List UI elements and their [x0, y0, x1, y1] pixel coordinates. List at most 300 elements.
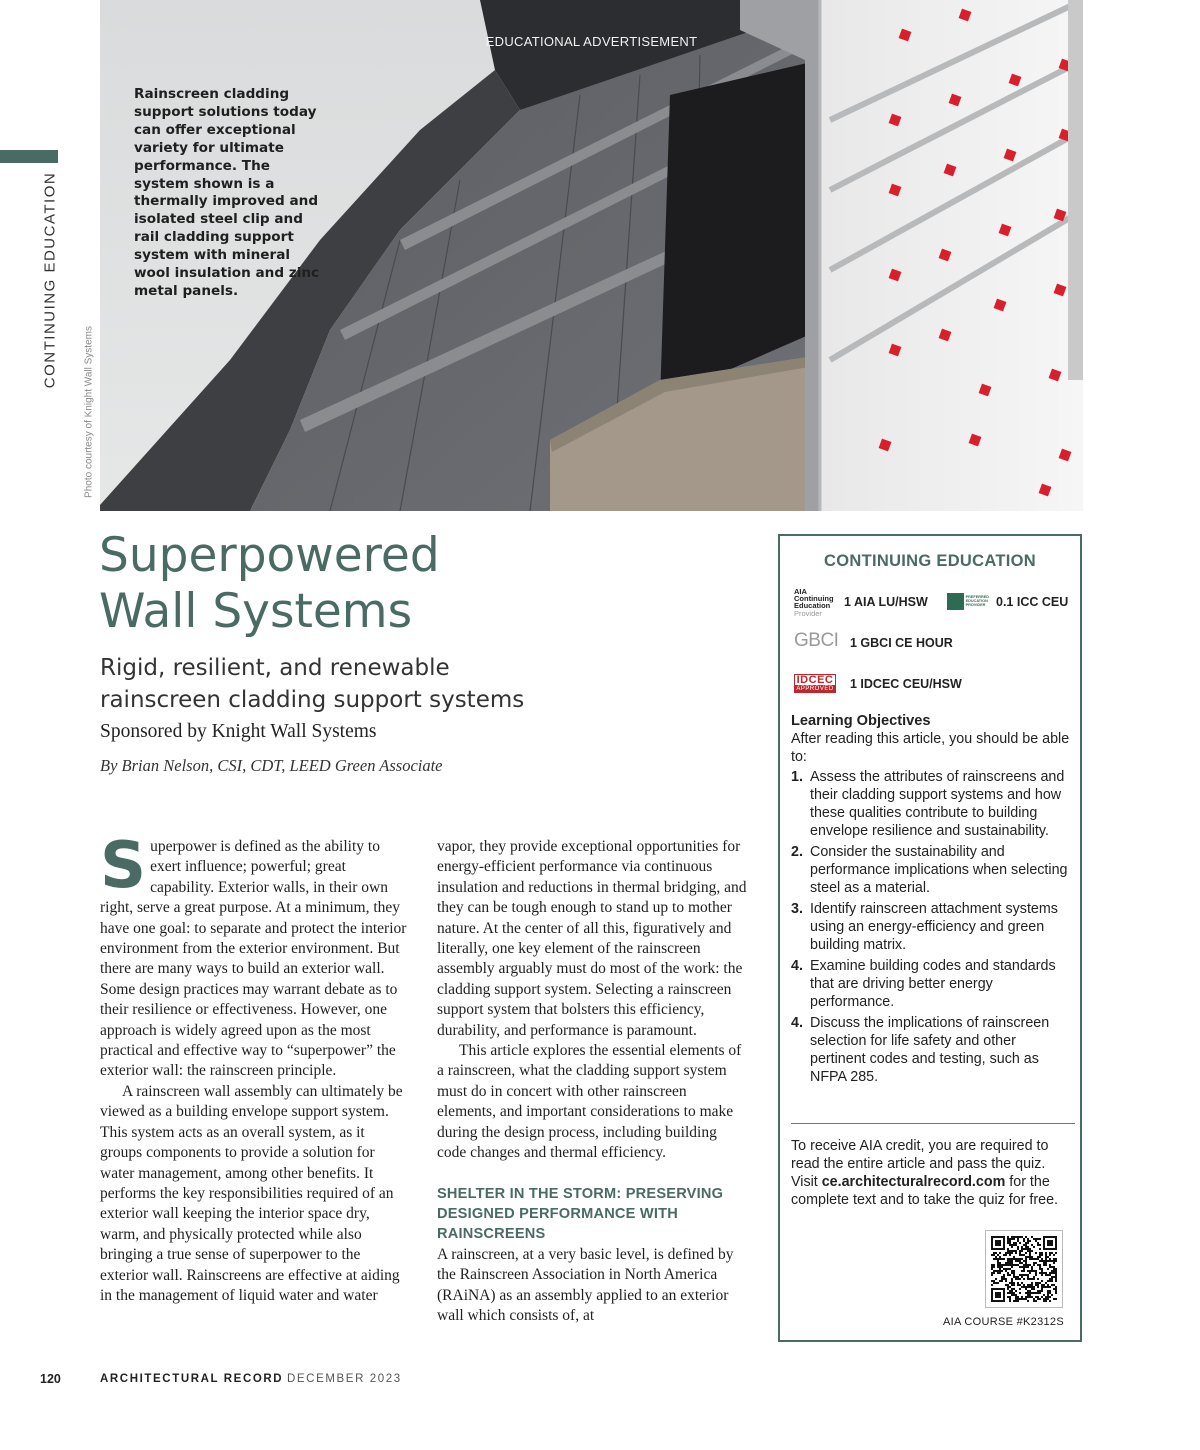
qr-module — [1055, 1260, 1057, 1262]
qr-module — [1025, 1286, 1027, 1288]
qr-module — [1011, 1272, 1013, 1274]
qr-module — [1041, 1286, 1043, 1288]
qr-module — [1021, 1274, 1023, 1276]
qr-module — [999, 1252, 1001, 1254]
qr-module — [1055, 1288, 1057, 1290]
qr-module — [1051, 1278, 1053, 1280]
qr-module — [991, 1272, 993, 1274]
qr-module — [1013, 1238, 1015, 1240]
list-number: 1. — [791, 769, 803, 785]
qr-module — [1007, 1288, 1009, 1290]
qr-module — [1021, 1258, 1023, 1260]
paragraph: A rainscreen wall assembly can ultimately be viewed as a building envelope support system. This system acts as an overall system, as it groups components to provide a solution for water management, among other benefits. It performs the key responsibilities required of an exterior wall keeping the interior space dry, warm, and physically protected while also bringing a true sense of superpower to the exterior wall. Rainscreens are effective at aiding in the management of liquid water and water — [100, 1082, 403, 1304]
qr-module — [1023, 1260, 1025, 1262]
qr-module — [1007, 1238, 1009, 1240]
qr-module — [1027, 1238, 1029, 1240]
article-subtitle — [100, 652, 720, 716]
qr-module — [1009, 1240, 1011, 1242]
qr-module — [1035, 1262, 1037, 1264]
qr-module — [1019, 1250, 1021, 1252]
qr-module — [1001, 1280, 1003, 1282]
qr-module — [995, 1258, 997, 1260]
qr-module — [1011, 1278, 1013, 1280]
qr-module — [1031, 1288, 1033, 1290]
qr-module — [1015, 1290, 1017, 1292]
qr-module — [1025, 1296, 1027, 1298]
qr-module — [1003, 1258, 1005, 1260]
qr-module — [1039, 1298, 1041, 1300]
qr-module — [1025, 1264, 1027, 1266]
qr-module — [1029, 1240, 1031, 1242]
qr-code[interactable] — [985, 1230, 1063, 1308]
qr-module — [1017, 1282, 1019, 1284]
qr-module — [1013, 1250, 1015, 1252]
qr-module — [1009, 1258, 1011, 1260]
qr-module — [1023, 1274, 1025, 1276]
icc-logo-line: PROVIDER — [965, 603, 986, 608]
qr-module — [1015, 1264, 1017, 1266]
qr-module — [1017, 1296, 1019, 1298]
section-heading: SHELTER IN THE STORM: PRESERVING DESIGNED PERFORMANCE WITH RAINSCREENS — [437, 1185, 724, 1243]
qr-module — [1021, 1296, 1023, 1298]
qr-module — [1039, 1282, 1041, 1284]
icc-logo-text — [966, 595, 989, 608]
hero-photo — [100, 0, 1083, 511]
qr-module — [1031, 1236, 1033, 1238]
qr-module — [1055, 1258, 1057, 1260]
paragraph-text: uperpower is defined as the ability to exert influence; powerful; great capability. Exterior walls, in their own right, serve a great purpose. At a minimum, they have one goal: to separate and protect the interior environment from the exterior environment. But there are many ways to build an exterior wall. Some design practices may warrant debate as to their resilience or effectiveness. However, one approach is widely agreed upon as the most practical and effective way to “superpower” the exterior wall: the rainscreen principle. — [100, 838, 407, 1080]
qr-module — [1031, 1266, 1033, 1268]
qr-module — [995, 1252, 997, 1254]
qr-module — [993, 1272, 995, 1274]
qr-module — [999, 1272, 1001, 1274]
qr-module — [1051, 1294, 1053, 1296]
qr-module — [1045, 1254, 1047, 1256]
qr-module — [1027, 1284, 1029, 1286]
qr-module — [1021, 1246, 1023, 1248]
qr-module — [1019, 1298, 1021, 1300]
qr-module — [1011, 1266, 1013, 1268]
qr-module — [1021, 1276, 1023, 1278]
qr-module — [1033, 1270, 1035, 1272]
qr-module — [1039, 1252, 1041, 1254]
paragraph: A rainscreen, at a very basic level, is defined by the Rainscreen Association in North America (RAiNA) as an assembly applied to an exterior wall which consists of, at — [437, 1245, 734, 1324]
qr-module — [1031, 1296, 1033, 1298]
qr-finder — [995, 1240, 1001, 1246]
qr-module — [1053, 1276, 1055, 1278]
paragraph: vapor, they provide exceptional opportunities for energy-efficient performance via continuous insulation and reductions in thermal bridging, and they can be tough enough to stand up to mother nature. At the center of all this, figuratively and literally, one key element of the rainscreen assembly arguably must do most of the work: the cladding support system. Selecting a rainscreen support system that bolsters this efficiency, durability, and performance is paramount. — [437, 838, 747, 1039]
qr-module — [1037, 1278, 1039, 1280]
qr-module — [1009, 1244, 1011, 1246]
qr-module — [1055, 1292, 1057, 1294]
qr-module — [1013, 1242, 1015, 1244]
qr-module — [1013, 1300, 1015, 1302]
qr-module — [1049, 1252, 1051, 1254]
qr-module — [1009, 1264, 1011, 1266]
quiz-link[interactable]: ce.architecturalrecord.com — [821, 1174, 1006, 1190]
qr-module — [1007, 1296, 1009, 1298]
qr-module — [1007, 1250, 1009, 1252]
qr-module — [1041, 1258, 1043, 1260]
qr-module — [1015, 1242, 1017, 1244]
qr-module — [1039, 1272, 1041, 1274]
qr-module — [1043, 1260, 1045, 1262]
subtitle-line-1: Rigid, resilient, and renewable — [100, 655, 450, 681]
qr-module — [1019, 1274, 1021, 1276]
qr-module — [995, 1282, 997, 1284]
list-item — [791, 1014, 1071, 1086]
qr-module — [1025, 1248, 1027, 1250]
qr-module — [1045, 1272, 1047, 1274]
qr-module — [1007, 1252, 1009, 1254]
qr-module — [1043, 1298, 1045, 1300]
qr-module — [1005, 1278, 1007, 1280]
qr-module — [1027, 1274, 1029, 1276]
qr-module — [1021, 1298, 1023, 1300]
qr-module — [1053, 1260, 1055, 1262]
qr-module — [999, 1280, 1001, 1282]
qr-module — [1051, 1284, 1053, 1286]
qr-module — [1027, 1250, 1029, 1252]
qr-module — [1041, 1260, 1043, 1262]
qr-module — [1039, 1244, 1041, 1246]
qr-module — [1049, 1260, 1051, 1262]
qr-module — [1001, 1266, 1003, 1268]
qr-module — [1055, 1298, 1057, 1300]
qr-module — [1015, 1294, 1017, 1296]
qr-module — [1021, 1250, 1023, 1252]
qr-module — [991, 1266, 993, 1268]
page-number: 120 — [40, 1372, 61, 1386]
qr-module — [997, 1272, 999, 1274]
qr-module — [1023, 1244, 1025, 1246]
qr-module — [1013, 1244, 1015, 1246]
qr-module — [1025, 1288, 1027, 1290]
qr-module — [1035, 1258, 1037, 1260]
qr-module — [1035, 1270, 1037, 1272]
qr-module — [1009, 1286, 1011, 1288]
qr-module — [1023, 1278, 1025, 1280]
qr-module — [1023, 1248, 1025, 1250]
qr-module — [1007, 1292, 1009, 1294]
qr-module — [991, 1254, 993, 1256]
learning-objectives-heading: Learning Objectives — [791, 713, 931, 729]
qr-module — [1035, 1252, 1037, 1254]
qr-module — [1033, 1258, 1035, 1260]
qr-module — [1045, 1274, 1047, 1276]
qr-module — [1051, 1252, 1053, 1254]
qr-module — [1043, 1300, 1045, 1302]
qr-module — [1025, 1236, 1027, 1238]
qr-module — [1021, 1236, 1023, 1238]
qr-module — [1031, 1244, 1033, 1246]
qr-module — [1005, 1280, 1007, 1282]
qr-module — [999, 1266, 1001, 1268]
qr-module — [1051, 1280, 1053, 1282]
qr-module — [1055, 1280, 1057, 1282]
qr-module — [1049, 1290, 1051, 1292]
qr-module — [1025, 1246, 1027, 1248]
qr-module — [1029, 1258, 1031, 1260]
qr-module — [1049, 1280, 1051, 1282]
qr-module — [1045, 1300, 1047, 1302]
qr-module — [1029, 1254, 1031, 1256]
qr-module — [1029, 1252, 1031, 1254]
qr-module — [1041, 1288, 1043, 1290]
qr-module — [1049, 1274, 1051, 1276]
qr-module — [1023, 1254, 1025, 1256]
qr-module — [1011, 1246, 1013, 1248]
qr-module — [1015, 1252, 1017, 1254]
qr-module — [1031, 1284, 1033, 1286]
qr-module — [991, 1264, 993, 1266]
qr-module — [1019, 1260, 1021, 1262]
qr-module — [1013, 1236, 1015, 1238]
gbci-logo: GBCI — [794, 630, 839, 651]
qr-module — [1039, 1256, 1041, 1258]
qr-module — [1013, 1284, 1015, 1286]
qr-module — [1013, 1292, 1015, 1294]
qr-module — [1021, 1286, 1023, 1288]
qr-module — [1047, 1286, 1049, 1288]
paragraph — [100, 829, 408, 1082]
qr-module — [1019, 1254, 1021, 1256]
qr-module — [1055, 1286, 1057, 1288]
qr-module — [1031, 1282, 1033, 1284]
qr-module — [993, 1282, 995, 1284]
qr-module — [1025, 1244, 1027, 1246]
qr-module — [1033, 1264, 1035, 1266]
qr-module — [1037, 1296, 1039, 1298]
qr-module — [1009, 1254, 1011, 1256]
qr-module — [1019, 1292, 1021, 1294]
qr-module — [1025, 1274, 1027, 1276]
qr-module — [1031, 1292, 1033, 1294]
qr-module — [1047, 1256, 1049, 1258]
qr-module — [1007, 1264, 1009, 1266]
qr-module — [1013, 1294, 1015, 1296]
qr-module — [1031, 1278, 1033, 1280]
qr-module — [1027, 1300, 1029, 1302]
qr-module — [1009, 1298, 1011, 1300]
section-tab — [0, 150, 58, 163]
qr-module — [1041, 1270, 1043, 1272]
qr-module — [1051, 1260, 1053, 1262]
qr-module — [1007, 1258, 1009, 1260]
qr-module — [1037, 1256, 1039, 1258]
qr-module — [1015, 1300, 1017, 1302]
qr-module — [1013, 1272, 1015, 1274]
qr-module — [1001, 1276, 1003, 1278]
qr-module — [1013, 1288, 1015, 1290]
qr-module — [1025, 1258, 1027, 1260]
qr-module — [1039, 1292, 1041, 1294]
qr-module — [1045, 1282, 1047, 1284]
qr-module — [999, 1268, 1001, 1270]
qr-module — [1011, 1262, 1013, 1264]
aia-logo-text: Education — [794, 601, 831, 611]
qr-module — [1045, 1256, 1047, 1258]
qr-module — [1039, 1260, 1041, 1262]
section-label: CONTINUING EDUCATION — [41, 171, 59, 389]
qr-module — [1027, 1278, 1029, 1280]
qr-module — [1025, 1298, 1027, 1300]
qr-module — [1049, 1264, 1051, 1266]
idcec-logo — [794, 674, 836, 693]
qr-module — [1007, 1286, 1009, 1288]
qr-module — [1031, 1258, 1033, 1260]
qr-module — [1049, 1258, 1051, 1260]
qr-module — [1051, 1270, 1053, 1272]
qr-module — [1055, 1290, 1057, 1292]
qr-module — [1031, 1286, 1033, 1288]
qr-module — [1055, 1270, 1057, 1272]
qr-module — [1049, 1254, 1051, 1256]
qr-module — [1039, 1268, 1041, 1270]
qr-module — [1047, 1296, 1049, 1298]
qr-module — [999, 1264, 1001, 1266]
qr-module — [1023, 1298, 1025, 1300]
qr-module — [1043, 1286, 1045, 1288]
qr-module — [1031, 1268, 1033, 1270]
qr-module — [1029, 1250, 1031, 1252]
qr-module — [1027, 1248, 1029, 1250]
qr-module — [1017, 1238, 1019, 1240]
qr-module — [1029, 1248, 1031, 1250]
list-item — [791, 900, 1071, 954]
qr-module — [1039, 1254, 1041, 1256]
qr-module — [1045, 1298, 1047, 1300]
issue-date: DECEMBER 2023 — [287, 1373, 402, 1385]
qr-module — [1045, 1258, 1047, 1260]
qr-module — [1001, 1264, 1003, 1266]
qr-module — [1033, 1298, 1035, 1300]
qr-module — [1049, 1278, 1051, 1280]
list-item — [791, 957, 1071, 1011]
qr-module — [1023, 1264, 1025, 1266]
qr-module — [1011, 1252, 1013, 1254]
qr-module — [1011, 1244, 1013, 1246]
qr-module — [1041, 1254, 1043, 1256]
qr-module — [1045, 1260, 1047, 1262]
list-number: 3. — [791, 901, 803, 917]
qr-module — [1029, 1264, 1031, 1266]
qr-module — [1051, 1276, 1053, 1278]
qr-module — [1017, 1276, 1019, 1278]
qr-module — [1027, 1246, 1029, 1248]
qr-module — [1005, 1264, 1007, 1266]
qr-module — [1047, 1268, 1049, 1270]
photo-credit: Photo courtesy of Knight Wall Systems — [83, 326, 95, 498]
qr-module — [1037, 1264, 1039, 1266]
article-title — [99, 528, 719, 640]
qr-module — [1027, 1294, 1029, 1296]
qr-module — [1031, 1256, 1033, 1258]
qr-module — [1013, 1270, 1015, 1272]
qr-module — [1007, 1240, 1009, 1242]
qr-module — [1003, 1278, 1005, 1280]
qr-module — [991, 1284, 993, 1286]
qr-module — [1053, 1258, 1055, 1260]
qr-module — [1017, 1264, 1019, 1266]
qr-module — [1053, 1266, 1055, 1268]
qr-module — [1049, 1266, 1051, 1268]
qr-module — [1053, 1262, 1055, 1264]
qr-module — [1013, 1276, 1015, 1278]
qr-module — [997, 1282, 999, 1284]
qr-module — [1033, 1292, 1035, 1294]
qr-module — [1041, 1274, 1043, 1276]
qr-module — [991, 1280, 993, 1282]
qr-module — [997, 1254, 999, 1256]
qr-module — [1055, 1252, 1057, 1254]
qr-module — [1055, 1268, 1057, 1270]
qr-module — [1037, 1292, 1039, 1294]
qr-module — [1017, 1258, 1019, 1260]
qr-module — [1011, 1288, 1013, 1290]
qr-module — [1035, 1284, 1037, 1286]
aia-logo-text: AIA — [794, 587, 807, 596]
qr-module — [1009, 1300, 1011, 1302]
qr-module — [991, 1274, 993, 1276]
qr-module — [1035, 1296, 1037, 1298]
qr-module — [1029, 1284, 1031, 1286]
credit-instructions — [791, 1137, 1076, 1209]
qr-module — [1023, 1270, 1025, 1272]
objectives-list — [791, 768, 1071, 1086]
qr-module — [1025, 1256, 1027, 1258]
qr-module — [1025, 1242, 1027, 1244]
qr-module — [1007, 1268, 1009, 1270]
qr-module — [1001, 1270, 1003, 1272]
qr-module — [1017, 1246, 1019, 1248]
idcec-credit: 1 IDCEC CEU/HSW — [850, 677, 962, 691]
qr-module — [1047, 1298, 1049, 1300]
qr-module — [1021, 1248, 1023, 1250]
qr-module — [1015, 1244, 1017, 1246]
sponsor-line: Sponsored by Knight Wall Systems — [100, 721, 377, 742]
qr-module — [995, 1278, 997, 1280]
qr-module — [1019, 1266, 1021, 1268]
aia-logo-text: Continuing — [794, 594, 834, 604]
qr-module — [1045, 1296, 1047, 1298]
list-item-text: Identify rainscreen attachment systems using an energy-efficiency and green building matrix. — [810, 901, 1058, 953]
qr-module — [1013, 1274, 1015, 1276]
qr-module — [1007, 1262, 1009, 1264]
qr-module — [1029, 1294, 1031, 1296]
advertisement-tag: EDUCATIONAL ADVERTISEMENT — [485, 34, 698, 49]
body-column-2 — [437, 837, 747, 1326]
qr-module — [1009, 1238, 1011, 1240]
qr-module — [1011, 1258, 1013, 1260]
qr-module — [1017, 1284, 1019, 1286]
qr-module — [1009, 1290, 1011, 1292]
qr-module — [1043, 1272, 1045, 1274]
qr-module — [1027, 1264, 1029, 1266]
qr-module — [1033, 1288, 1035, 1290]
qr-module — [1049, 1292, 1051, 1294]
qr-module — [1049, 1272, 1051, 1274]
qr-module — [1009, 1292, 1011, 1294]
qr-module — [1011, 1260, 1013, 1262]
qr-module — [1001, 1258, 1003, 1260]
qr-module — [1035, 1274, 1037, 1276]
qr-module — [1007, 1236, 1009, 1238]
qr-module — [1051, 1272, 1053, 1274]
qr-module — [1043, 1262, 1045, 1264]
qr-module — [1015, 1260, 1017, 1262]
qr-module — [1041, 1272, 1043, 1274]
